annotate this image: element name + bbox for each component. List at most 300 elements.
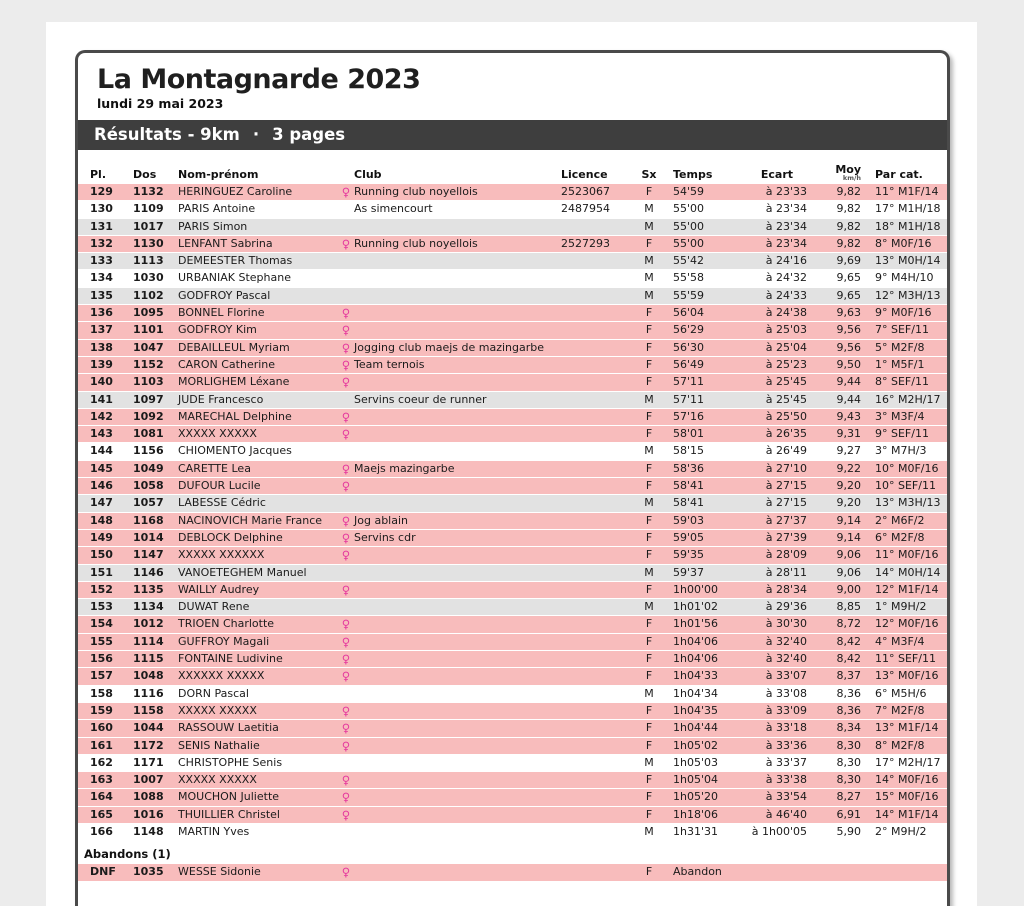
cell-sex: F xyxy=(645,530,653,544)
table-row xyxy=(78,651,947,668)
cell-avg-speed: 9,44 xyxy=(836,375,861,389)
cell-gap: à 28'11 xyxy=(765,565,807,579)
cell-avg-speed: 8,36 xyxy=(836,686,861,700)
cell-licence xyxy=(560,478,630,494)
icon-spacer xyxy=(338,201,354,217)
female-icon: ♀ xyxy=(341,357,351,372)
cell-licence xyxy=(560,668,630,684)
abandons-rows xyxy=(78,864,947,881)
icon-spacer xyxy=(338,599,354,615)
cell-name: CARETTE Lea xyxy=(178,461,251,475)
cell-name: CHIOMENTO Jacques xyxy=(178,444,292,458)
table-row xyxy=(78,443,947,460)
cell-time: 57'11 xyxy=(673,392,705,406)
cell-licence xyxy=(560,270,630,286)
female-icon: ♀ xyxy=(341,790,351,805)
table-row xyxy=(78,288,947,305)
female-icon: ♀ xyxy=(341,865,351,880)
cell-avg-speed: 8,34 xyxy=(836,721,861,735)
cell-category: 9° M4H/10 xyxy=(875,271,934,285)
cell-place: 165 xyxy=(90,807,113,821)
cell-sex: F xyxy=(645,807,653,821)
cell-avg-speed: 8,85 xyxy=(836,600,861,614)
event-date: lundi 29 mai 2023 xyxy=(97,96,224,111)
female-icon: ♀ xyxy=(341,669,351,684)
cell-club xyxy=(354,305,560,321)
female-icon: ♀ xyxy=(341,340,351,355)
cell-category: 17° M2H/17 xyxy=(875,755,941,769)
cell-time: 1h04'33 xyxy=(673,669,718,683)
table-row xyxy=(78,270,947,287)
cell-time: 1h04'44 xyxy=(673,721,718,735)
header-dos: Dos xyxy=(133,168,157,181)
header-moy xyxy=(807,165,861,181)
cell-place: DNF xyxy=(90,865,116,879)
cell-name: VANOETEGHEM Manuel xyxy=(178,565,307,579)
cell-bib: 1135 xyxy=(133,582,164,596)
table-row xyxy=(78,686,947,703)
cell-category: 14° M0F/16 xyxy=(875,773,939,787)
cell-name: LABESSE Cédric xyxy=(178,496,266,510)
cell-name: DORN Pascal xyxy=(178,686,249,700)
cell-avg-speed: 9,82 xyxy=(836,202,861,216)
cell-club: Team ternois xyxy=(354,357,425,371)
cell-gap: à 33'37 xyxy=(765,755,807,769)
table-row xyxy=(78,426,947,443)
page-title: La Montagnarde 2023 xyxy=(97,64,421,95)
icon-spacer xyxy=(338,686,354,702)
table-row xyxy=(78,720,947,737)
cell-sex: F xyxy=(645,513,653,527)
cell-gap: à 23'33 xyxy=(765,185,807,198)
table-row xyxy=(78,340,947,357)
cell-bib: 1115 xyxy=(133,652,164,666)
cell-sex: F xyxy=(645,461,653,475)
cell-club: Jog ablain xyxy=(354,513,409,527)
cell-sex: M xyxy=(644,219,654,233)
cell-gap: à 33'08 xyxy=(765,686,807,700)
female-icon: ♀ xyxy=(341,773,351,788)
icon-spacer xyxy=(338,824,354,840)
cell-bib: 1049 xyxy=(133,461,164,475)
cell-gap: à 28'34 xyxy=(765,582,807,596)
cell-licence xyxy=(560,720,630,736)
cell-gap: à 25'50 xyxy=(765,409,807,423)
cell-licence xyxy=(560,495,630,511)
cell-gap: à 24'16 xyxy=(765,254,807,268)
cell-name: MORLIGHEM Léxane xyxy=(178,375,290,389)
cell-sex: F xyxy=(645,634,653,648)
results-bar xyxy=(78,120,947,150)
cell-club xyxy=(354,807,560,823)
cell-name: XXXXX XXXXX xyxy=(178,427,257,441)
cell-club: Maejs mazingarbe xyxy=(354,461,455,475)
cell-category xyxy=(861,864,947,880)
table-row xyxy=(78,253,947,270)
cell-sex: M xyxy=(644,202,654,216)
results-rows xyxy=(78,184,947,841)
cell-sex: M xyxy=(644,686,654,700)
header-licence: Licence xyxy=(561,168,608,181)
table-row xyxy=(78,322,947,339)
cell-gap: à 27'15 xyxy=(765,479,807,493)
cell-time: 57'11 xyxy=(673,375,705,389)
cell-gap: à 28'09 xyxy=(765,548,807,562)
table-row xyxy=(78,668,947,685)
cell-category: 8° M2F/8 xyxy=(875,738,925,752)
cell-category: 7° M2F/8 xyxy=(875,703,925,717)
cell-name: GODFROY Pascal xyxy=(178,288,271,302)
cell-licence xyxy=(560,322,630,338)
cell-time: 56'04 xyxy=(673,306,705,320)
table-row xyxy=(78,219,947,236)
cell-time: 1h04'06 xyxy=(673,634,718,648)
cell-place: 137 xyxy=(90,323,113,337)
cell-time: 57'16 xyxy=(673,409,705,423)
cell-sex: F xyxy=(645,409,653,423)
cell-avg-speed: 9,14 xyxy=(836,530,861,544)
cell-name: MARTIN Yves xyxy=(178,824,250,838)
female-icon: ♀ xyxy=(341,738,351,753)
cell-bib: 1103 xyxy=(133,375,164,389)
cell-category: 8° M0F/16 xyxy=(875,236,932,250)
cell-name: WESSE Sidonie xyxy=(178,865,261,879)
icon-spacer xyxy=(338,392,354,408)
cell-avg-speed: 8,72 xyxy=(836,617,861,631)
cell-gap: à 23'34 xyxy=(765,202,807,216)
cell-licence xyxy=(560,599,630,615)
cell-licence xyxy=(560,305,630,321)
cell-category: 11° SEF/11 xyxy=(875,652,936,666)
female-icon: ♀ xyxy=(341,807,351,822)
cell-gap: à 33'38 xyxy=(765,773,807,787)
cell-gap: à 26'49 xyxy=(765,444,807,458)
cell-gap: à 26'35 xyxy=(765,427,807,441)
cell-place: 139 xyxy=(90,357,113,371)
cell-place: 153 xyxy=(90,600,113,614)
female-icon: ♀ xyxy=(341,721,351,736)
card-header xyxy=(78,53,947,120)
cell-avg-speed: 5,90 xyxy=(836,824,861,838)
cell-sex: F xyxy=(645,582,653,596)
cell-gap: à 33'09 xyxy=(765,703,807,717)
cell-licence xyxy=(560,374,630,390)
table-row xyxy=(78,789,947,806)
cell-name: JUDE Francesco xyxy=(178,392,264,406)
cell-club xyxy=(354,322,560,338)
header-name: Nom-prénom xyxy=(178,168,259,181)
cell-avg-speed: 8,42 xyxy=(836,634,861,648)
cell-time: 58'41 xyxy=(673,496,705,510)
cell-licence xyxy=(560,651,630,667)
cell-club xyxy=(354,599,560,615)
cell-place: 157 xyxy=(90,669,113,683)
cell-sex: F xyxy=(645,652,653,666)
cell-licence xyxy=(560,755,630,771)
header-ecart: Ecart xyxy=(760,168,793,181)
header-pl: Pl. xyxy=(90,168,107,181)
cell-bib: 1158 xyxy=(133,703,164,717)
cell-name: URBANIAK Stephane xyxy=(178,271,291,285)
results-bar-pages: 3 pages xyxy=(272,125,346,144)
cell-licence xyxy=(560,340,630,356)
cell-gap: à 46'40 xyxy=(765,807,807,821)
cell-avg-speed: 9,63 xyxy=(836,306,861,320)
cell-name: XXXXX XXXXX xyxy=(178,703,257,717)
cell-gap xyxy=(744,864,807,880)
cell-name: PARIS Antoine xyxy=(178,202,256,216)
table-row xyxy=(78,374,947,391)
cell-club xyxy=(354,616,560,632)
icon-spacer xyxy=(338,270,354,286)
female-icon: ♀ xyxy=(341,461,351,476)
cell-licence xyxy=(560,582,630,598)
cell-place: 150 xyxy=(90,548,113,562)
cell-bib: 1116 xyxy=(133,686,164,700)
table-row xyxy=(78,703,947,720)
cell-place: 129 xyxy=(90,185,113,198)
cell-time: 55'42 xyxy=(673,254,705,268)
cell-time: 1h00'00 xyxy=(673,582,718,596)
cell-avg-speed: 9,06 xyxy=(836,548,861,562)
cell-category: 15° M0F/16 xyxy=(875,790,939,804)
cell-category: 8° SEF/11 xyxy=(875,375,929,389)
cell-gap: à 30'30 xyxy=(765,617,807,631)
cell-club xyxy=(354,409,560,425)
cell-sex: F xyxy=(645,340,653,354)
cell-gap: à 24'33 xyxy=(765,288,807,302)
cell-place: 151 xyxy=(90,565,113,579)
table-row xyxy=(78,409,947,426)
cell-club xyxy=(354,651,560,667)
icon-spacer xyxy=(338,443,354,459)
table-row xyxy=(78,513,947,530)
cell-place: 138 xyxy=(90,340,113,354)
cell-place: 136 xyxy=(90,306,113,320)
cell-category: 1° M5F/1 xyxy=(875,357,925,371)
cell-category: 12° M3H/13 xyxy=(875,288,941,302)
table-row xyxy=(78,634,947,651)
cell-avg-speed: 9,20 xyxy=(836,479,861,493)
cell-time: Abandon xyxy=(673,865,722,879)
cell-club xyxy=(354,582,560,598)
cell-avg-speed: 8,30 xyxy=(836,755,861,769)
cell-time: 59'05 xyxy=(673,530,705,544)
cell-time: 1h05'20 xyxy=(673,790,718,804)
cell-bib: 1130 xyxy=(133,236,164,250)
cell-place: 156 xyxy=(90,652,113,666)
cell-sex: F xyxy=(645,479,653,493)
female-icon: ♀ xyxy=(341,582,351,597)
cell-sex: M xyxy=(644,600,654,614)
cell-place: 142 xyxy=(90,409,113,423)
cell-bib: 1113 xyxy=(133,254,164,268)
female-icon: ♀ xyxy=(341,375,351,390)
results-card xyxy=(75,50,950,906)
cell-sex: F xyxy=(645,185,653,198)
cell-licence xyxy=(560,616,630,632)
cell-licence xyxy=(560,357,630,373)
cell-time: 59'03 xyxy=(673,513,705,527)
cell-sex: F xyxy=(645,548,653,562)
cell-category: 9° M0F/16 xyxy=(875,306,932,320)
cell-gap: à 33'07 xyxy=(765,669,807,683)
table-row xyxy=(78,772,947,789)
cell-bib: 1148 xyxy=(133,824,164,838)
cell-licence xyxy=(560,772,630,788)
cell-gap: à 32'40 xyxy=(765,652,807,666)
cell-category: 13° M0H/14 xyxy=(875,254,941,268)
cell-time: 55'00 xyxy=(673,219,705,233)
cell-time: 56'49 xyxy=(673,357,705,371)
cell-name: CARON Catherine xyxy=(178,357,276,371)
cell-time: 1h01'56 xyxy=(673,617,718,631)
cell-avg-speed: 8,30 xyxy=(836,773,861,787)
cell-avg-speed xyxy=(807,864,861,880)
cell-bib: 1114 xyxy=(133,634,164,648)
cell-place: 148 xyxy=(90,513,113,527)
cell-time: 56'29 xyxy=(673,323,705,337)
table-row xyxy=(78,864,947,881)
cell-avg-speed: 9,69 xyxy=(836,254,861,268)
header-club: Club xyxy=(354,168,382,181)
cell-sex: M xyxy=(644,271,654,285)
table-row xyxy=(78,616,947,633)
female-icon: ♀ xyxy=(341,703,351,718)
cell-club xyxy=(354,634,560,650)
cell-place: 140 xyxy=(90,375,113,389)
table-row xyxy=(78,478,947,495)
cell-gap: à 27'39 xyxy=(765,530,807,544)
table-row xyxy=(78,599,947,616)
cell-sex: M xyxy=(644,288,654,302)
cell-avg-speed: 9,65 xyxy=(836,288,861,302)
cell-licence: 2523067 xyxy=(561,185,610,198)
cell-place: 162 xyxy=(90,755,113,769)
female-icon: ♀ xyxy=(341,617,351,632)
cell-bib: 1081 xyxy=(133,427,164,441)
cell-licence xyxy=(560,864,630,880)
cell-sex: F xyxy=(645,236,653,250)
cell-time: 55'00 xyxy=(673,236,705,250)
header-sx: Sx xyxy=(641,168,657,181)
cell-gap: à 27'10 xyxy=(765,461,807,475)
cell-club xyxy=(354,253,560,269)
cell-avg-speed: 9,27 xyxy=(836,444,861,458)
cell-licence xyxy=(560,409,630,425)
cell-place: 164 xyxy=(90,790,113,804)
cell-name: DEBLOCK Delphine xyxy=(178,530,283,544)
cell-category: 16° M2H/17 xyxy=(875,392,941,406)
cell-sex: F xyxy=(645,865,653,879)
cell-licence xyxy=(560,807,630,823)
table-row xyxy=(78,461,947,478)
cell-bib: 1014 xyxy=(133,530,164,544)
cell-category: 6° M2F/8 xyxy=(875,530,925,544)
cell-licence xyxy=(560,443,630,459)
cell-time: 54'59 xyxy=(673,185,705,198)
cell-club xyxy=(354,426,560,442)
cell-name: WAILLY Audrey xyxy=(178,582,260,596)
cell-time: 59'35 xyxy=(673,548,705,562)
cell-licence xyxy=(560,824,630,840)
cell-category: 12° M1F/14 xyxy=(875,582,939,596)
table-row xyxy=(78,530,947,547)
icon-spacer xyxy=(338,755,354,771)
cell-category: 2° M6F/2 xyxy=(875,513,925,527)
cell-club xyxy=(354,478,560,494)
cell-sex: F xyxy=(645,427,653,441)
female-icon: ♀ xyxy=(341,236,351,251)
cell-avg-speed: 9,82 xyxy=(836,236,861,250)
cell-gap: à 32'40 xyxy=(765,634,807,648)
cell-bib: 1171 xyxy=(133,755,164,769)
table-row xyxy=(78,547,947,564)
header-moy-unit: km/h xyxy=(842,174,861,182)
cell-category: 3° M3F/4 xyxy=(875,409,925,423)
cell-bib: 1102 xyxy=(133,288,164,302)
cell-bib: 1097 xyxy=(133,392,164,406)
table-row xyxy=(78,305,947,322)
cell-time: 56'30 xyxy=(673,340,705,354)
cell-time: 1h04'06 xyxy=(673,652,718,666)
cell-licence xyxy=(560,634,630,650)
cell-time: 1h01'02 xyxy=(673,600,718,614)
cell-avg-speed: 8,36 xyxy=(836,703,861,717)
cell-time: 59'37 xyxy=(673,565,705,579)
cell-club: As simencourt xyxy=(354,202,433,216)
cell-gap: à 25'45 xyxy=(765,392,807,406)
cell-club xyxy=(354,789,560,805)
female-icon: ♀ xyxy=(341,185,351,199)
cell-name: BONNEL Florine xyxy=(178,306,265,320)
cell-place: 134 xyxy=(90,271,113,285)
cell-place: 163 xyxy=(90,773,113,787)
cell-time: 1h04'34 xyxy=(673,686,718,700)
cell-avg-speed: 9,82 xyxy=(836,219,861,233)
cell-bib: 1147 xyxy=(133,548,164,562)
cell-category: 13° M3H/13 xyxy=(875,496,941,510)
cell-bib: 1168 xyxy=(133,513,164,527)
cell-bib: 1156 xyxy=(133,444,164,458)
table-row xyxy=(78,236,947,253)
results-bar-label: Résultats - 9km xyxy=(94,125,240,144)
cell-place: 133 xyxy=(90,254,113,268)
cell-category: 10° SEF/11 xyxy=(875,479,936,493)
cell-place: 132 xyxy=(90,236,113,250)
cell-gap: à 25'03 xyxy=(765,323,807,337)
cell-place: 144 xyxy=(90,444,113,458)
cell-bib: 1101 xyxy=(133,323,164,337)
cell-club xyxy=(354,270,560,286)
cell-gap: à 24'32 xyxy=(765,271,807,285)
cell-name: MARECHAL Delphine xyxy=(178,409,292,423)
cell-time: 58'15 xyxy=(673,444,705,458)
cell-avg-speed: 9,56 xyxy=(836,340,861,354)
cell-sex: F xyxy=(645,323,653,337)
cell-place: 152 xyxy=(90,582,113,596)
cell-club xyxy=(354,772,560,788)
cell-licence xyxy=(560,219,630,235)
cell-place: 149 xyxy=(90,530,113,544)
cell-club xyxy=(354,720,560,736)
cell-place: 158 xyxy=(90,686,113,700)
cell-gap: à 33'54 xyxy=(765,790,807,804)
table-row xyxy=(78,807,947,824)
cell-avg-speed: 9,44 xyxy=(836,392,861,406)
cell-name: GUFFROY Magali xyxy=(178,634,270,648)
cell-name: DUWAT Rene xyxy=(178,600,250,614)
